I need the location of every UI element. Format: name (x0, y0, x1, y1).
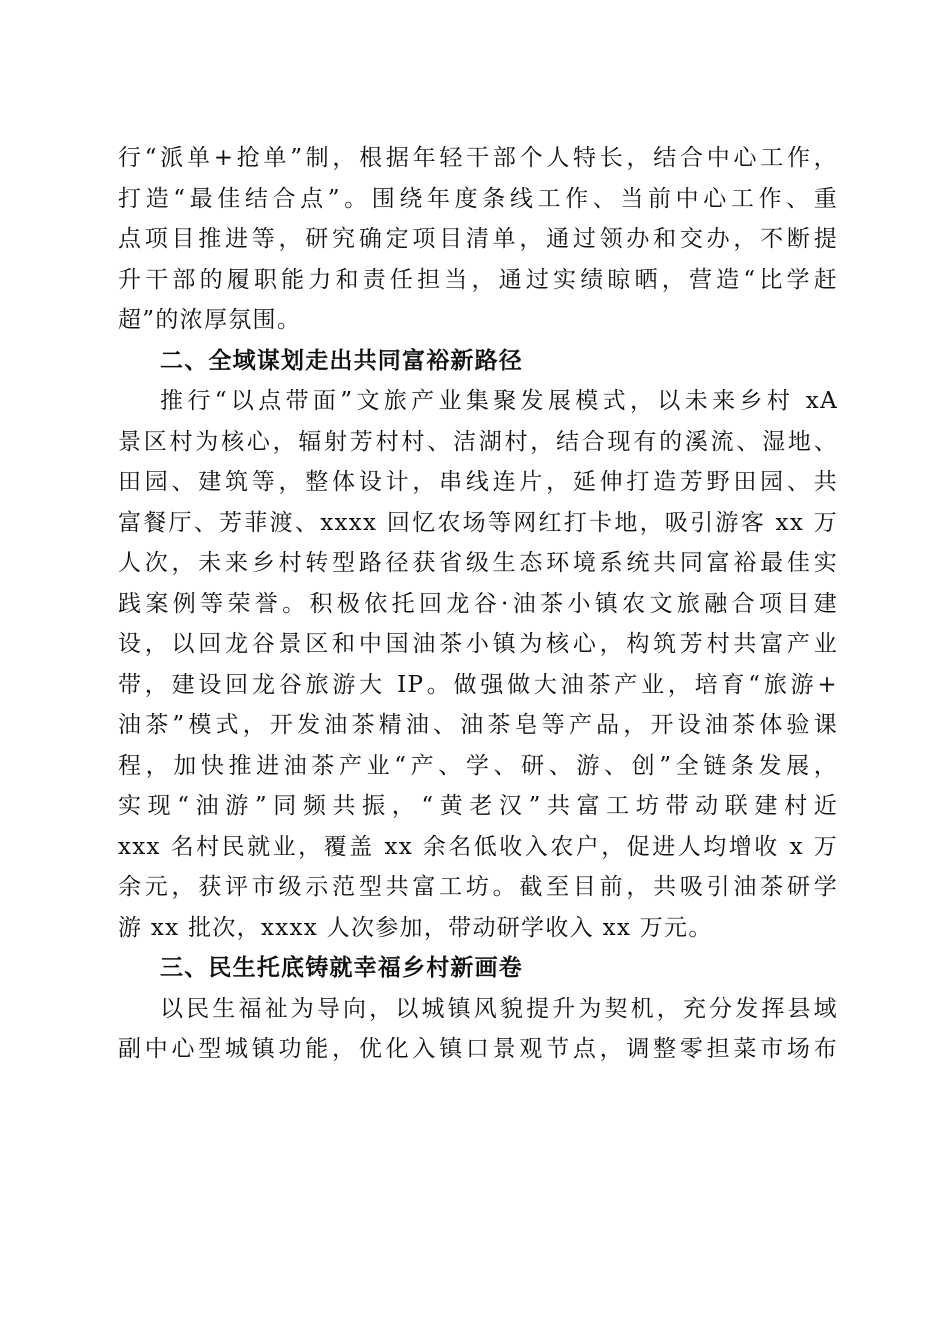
paragraph-line: 余元，获评市级示范型共富工坊。截至目前，共吸引油茶研学 (118, 874, 838, 900)
paragraph-line: 超”的浓厚氛围。 (118, 307, 302, 333)
paragraph-line: 程，加快推进油茶产业“产、学、研、游、创”全链条发展， (118, 752, 838, 779)
section-heading: 二、全域谋划走出共同富裕新路径 (160, 347, 523, 374)
paragraph-line: 以民生福祉为导向，以城镇风貌提升为契机，充分发挥县域 (160, 995, 838, 1022)
paragraph-line: 行“派单+抢单”制，根据年轻干部个人特长，结合中心工作， (118, 145, 838, 171)
paragraph-line: 打造“最佳结合点”。围绕年度条线工作、当前中心工作、重 (118, 185, 838, 212)
paragraph-line: 人次，未来乡村转型路径获省级生态环境系统共同富裕最佳实 (118, 550, 838, 576)
paragraph-line: 油茶”模式，开发油茶精油、油茶皂等产品，开设油茶体验课 (118, 712, 838, 738)
paragraph-line: 田园、建筑等，整体设计，串线连片，延伸打造芳野田园、共 (118, 469, 838, 495)
paragraph-line: 点项目推进等，研究确定项目清单，通过领办和交办，不断提 (118, 226, 838, 252)
paragraph-line: xxx 名村民就业，覆盖 xx 余名低收入农户，促进人均增收 x 万 (118, 833, 838, 860)
paragraph-line: 升干部的履职能力和责任担当，通过实绩晾晒，营造“比学赶 (118, 266, 838, 293)
paragraph-line: 景区村为核心，辐射芳村村、洁湖村，结合现有的溪流、湿地、 (118, 428, 838, 455)
paragraph-line: 践案例等荣誉。积极依托回龙谷·油茶小镇农文旅融合项目建 (118, 590, 838, 617)
document-body (118, 138, 838, 1070)
section-heading: 三、民生托底铸就幸福乡村新画卷 (160, 955, 523, 981)
paragraph-line: 副中心型城镇功能，优化入镇口景观节点，调整零担菜市场布 (118, 1036, 838, 1062)
paragraph-line: 富餐厅、芳菲渡、xxxx 回忆农场等网红打卡地，吸引游客 xx 万 (118, 509, 838, 536)
paragraph-line: 游 xx 批次，xxxx 人次参加，带动研学收入 xx 万元。 (118, 914, 713, 941)
paragraph-line: 实现“油游”同频共振，“黄老汉”共富工坊带动联建村近 (118, 793, 838, 819)
paragraph-line: 设，以回龙谷景区和中国油茶小镇为核心，构筑芳村共富产业 (118, 631, 838, 657)
paragraph-line: 带，建设回龙谷旅游大 IP。做强做大油茶产业，培育“旅游+ (118, 671, 838, 698)
paragraph-line: 推行“以点带面”文旅产业集聚发展模式，以未来乡村 xA (160, 388, 838, 414)
